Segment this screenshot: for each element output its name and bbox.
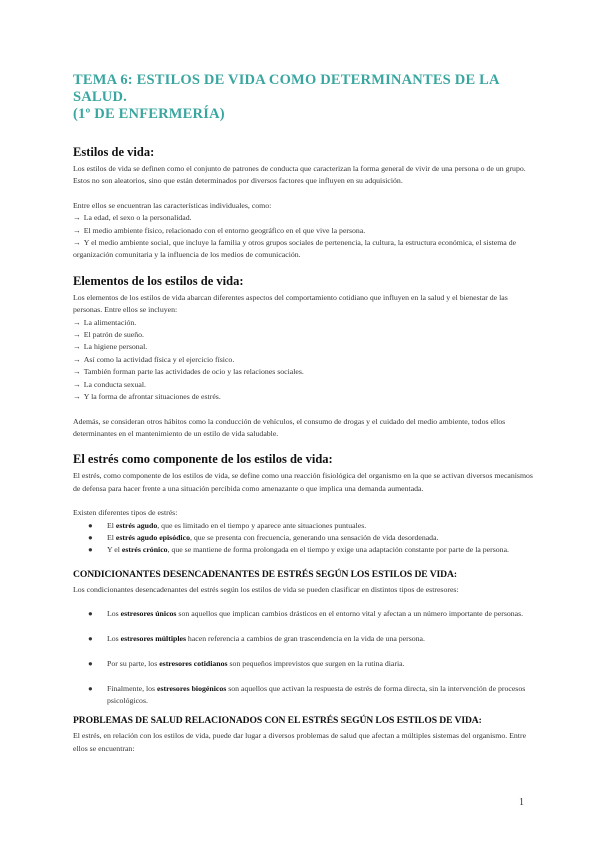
list-item: → Y el medio ambiente social, que incluye la familia y otros grupos sociales de pertenencia, la cultura, la estructura económica, el sistema de organización comunitaria y la influencia de los medios de comunicación. bbox=[73, 238, 517, 260]
list-item: ● Los estresores únicos son aquellos que implican cambios drásticos en el entorno vital y afectan a un número importante de personas. bbox=[88, 608, 533, 620]
arrow-icon: → bbox=[73, 317, 81, 327]
stressors-list bbox=[73, 608, 533, 707]
list-item: → El patrón de sueño. bbox=[73, 330, 144, 340]
arrow-icon: → bbox=[73, 225, 81, 235]
list-item: ● El estrés agudo, que es limitado en el tiempo y aparece ante situaciones puntuales. bbox=[88, 520, 533, 532]
paragraph-problemas-1: El estrés, en relación con los estilos de vida, puede dar lugar a diversos problemas de salud que afectan a múltiples sistemas del organismo. Entre ellos se encuentran: bbox=[73, 731, 527, 753]
arrow-icon: → bbox=[73, 354, 81, 364]
paragraph-estres-2: Existen diferentes tipos de estrés: bbox=[73, 508, 178, 518]
heading-problemas: PROBLEMAS DE SALUD RELACIONADOS CON EL ESTRÉS SEGÚN LOS ESTILOS DE VIDA: bbox=[73, 715, 482, 727]
bullet-icon: ● bbox=[88, 520, 93, 530]
page-number: 1 bbox=[519, 797, 524, 808]
arrow-icon: → bbox=[73, 392, 81, 402]
list-item: → Y la forma de afrontar situaciones de estrés. bbox=[73, 392, 221, 402]
arrow-icon: → bbox=[73, 238, 81, 248]
bullet-icon: ● bbox=[88, 658, 93, 668]
arrow-icon: → bbox=[73, 342, 81, 352]
heading-elementos: Elementos de los estilos de vida: bbox=[73, 273, 244, 288]
paragraph-elementos-1: Los elementos de los estilos de vida abarcan diferentes aspectos del comportamiento cotidiano que influyen en la salud y el bienestar de las personas. Entre ellos se incluyen: bbox=[73, 292, 508, 315]
estilos-factor-list bbox=[73, 212, 533, 262]
heading-condicionantes: CONDICIONANTES DESENCADENANTES DE ESTRÉS SEGÚN LOS ESTILOS DE VIDA: bbox=[73, 568, 457, 580]
list-item: ● Finalmente, los estresores biogénicos son aquellos que activan la respuesta de estrés de forma directa, sin la intervención de procesos psicológicos. bbox=[88, 683, 526, 705]
title-line-2: (1º DE ENFERMERÍA) bbox=[73, 106, 225, 122]
elementos-list bbox=[73, 317, 533, 404]
list-item: → La alimentación. bbox=[73, 317, 137, 327]
arrow-icon: → bbox=[73, 213, 81, 223]
bullet-icon: ● bbox=[88, 683, 93, 693]
paragraph-estilos-1: Los estilos de vida se definen como el conjunto de patrones de conducta que caracterizan la forma general de vivir de una persona o de un grupo. Estos no son aleatorios, sino que están determinados por diversos factores que influyen en su adquisición. bbox=[73, 164, 526, 186]
arrow-icon: → bbox=[73, 379, 81, 389]
stress-types-list bbox=[73, 520, 533, 557]
list-item: → La edad, el sexo o la personalidad. bbox=[73, 213, 192, 223]
list-item: → La higiene personal. bbox=[73, 342, 148, 352]
paragraph-estres-1: El estrés, como componente de los estilos de vida, se define como una reacción fisiológica del organismo en la que se activan diversos mecanismos de defensa para hacer frente a una situación percibida como amenazante o que implica una demanda aumentada. bbox=[73, 471, 533, 493]
heading-estilos: Estilos de vida: bbox=[73, 145, 155, 159]
bullet-icon: ● bbox=[88, 609, 93, 619]
bullet-icon: ● bbox=[88, 532, 93, 542]
bullet-icon: ● bbox=[88, 545, 93, 555]
page-content bbox=[73, 72, 533, 755]
list-item: ● El estrés agudo episódico, que se presenta con frecuencia, generando una sensación de vida desordenada. bbox=[88, 532, 533, 544]
paragraph-elementos-2: Además, se consideran otros hábitos como la conducción de vehículos, el consumo de drogas y el cuidado del medio ambiente, todos ellos determinantes en el mantenimiento de un estilo de vida saludable. bbox=[73, 416, 506, 438]
list-item: → Así como la actividad física y el ejercicio físico. bbox=[73, 354, 235, 364]
title-line-1: TEMA 6: ESTILOS DE VIDA COMO DETERMINANTES DE LA SALUD. bbox=[73, 72, 499, 105]
bullet-icon: ● bbox=[88, 633, 93, 643]
list-item: → También forman parte las actividades de ocio y las relaciones sociales. bbox=[73, 367, 304, 377]
paragraph-estilos-2: Entre ellos se encuentran las características individuales, como: bbox=[73, 200, 272, 210]
heading-estres: El estrés como componente de los estilos de vida: bbox=[73, 452, 333, 467]
arrow-icon: → bbox=[73, 330, 81, 340]
list-item: ● Y el estrés crónico, que se mantiene de forma prolongada en el tiempo y exige una adaptación constante por parte de la persona. bbox=[88, 544, 533, 556]
page-title bbox=[73, 72, 533, 123]
arrow-icon: → bbox=[73, 367, 81, 377]
paragraph-condicionantes-1: Los condicionantes desencadenantes del estrés según los estilos de vida se pueden clasificar en distintos tipos de estresores: bbox=[73, 584, 459, 594]
list-item: → El medio ambiente físico, relacionado con el entorno geográfico en el que vive la persona. bbox=[73, 225, 366, 235]
list-item: ● Los estresores múltiples hacen referencia a cambios de gran trascendencia en la vida de una persona. bbox=[88, 633, 533, 645]
list-item: ● Por su parte, los estresores cotidianos son pequeños imprevistos que surgen en la rutina diaria. bbox=[88, 658, 533, 670]
list-item: → La conducta sexual. bbox=[73, 379, 146, 389]
